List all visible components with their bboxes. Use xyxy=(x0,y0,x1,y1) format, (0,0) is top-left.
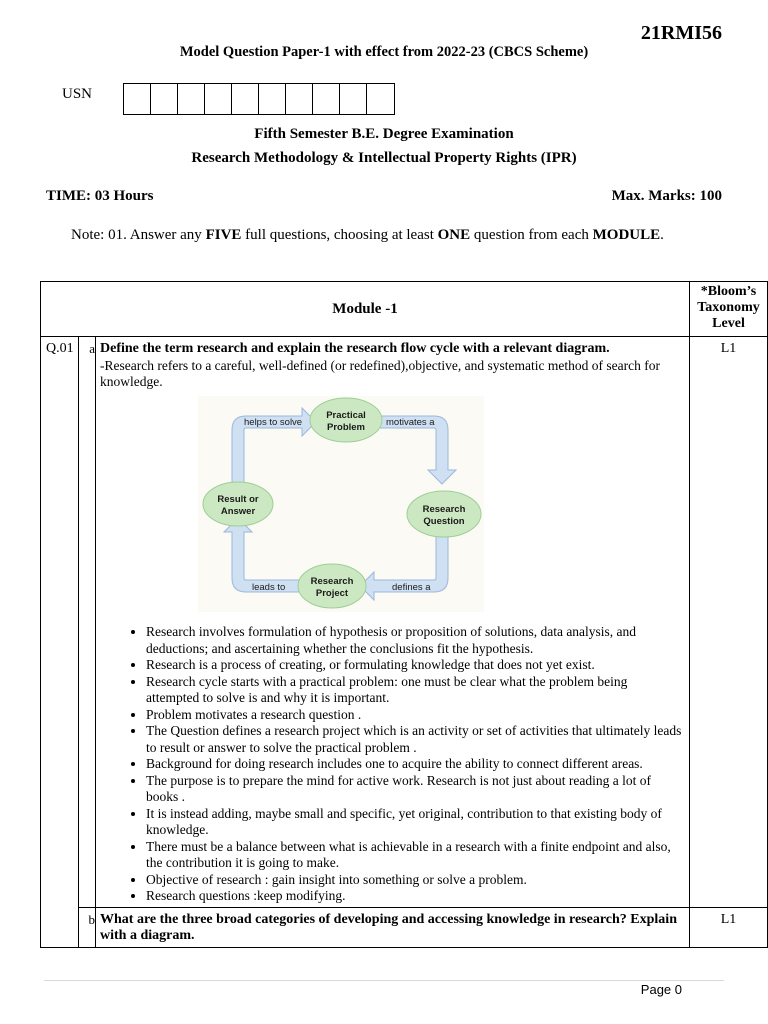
usn-digit-box xyxy=(340,84,367,114)
usn-digit-box xyxy=(259,84,286,114)
arrow-leads-to xyxy=(224,518,306,592)
note-mid2: question from each xyxy=(470,227,593,243)
bloom-header-line: *Bloom’s xyxy=(700,284,757,299)
list-item: • Problem motivates a research question . xyxy=(146,707,683,724)
bloom-header-line: Taxonomy xyxy=(697,300,760,315)
usn-digit-box xyxy=(151,84,178,114)
list-item: • The purpose is to prepare the mind for active work. Research is not just about reading a lot of books . xyxy=(146,773,683,806)
list-item: • Background for doing research includes one to acquire the ability to connect different areas. xyxy=(146,756,683,773)
node-label: Question xyxy=(423,515,465,527)
instructions-note xyxy=(71,227,664,244)
node-label: Research xyxy=(422,503,466,515)
part-b-question: What are the three broad categories of developing and accessing knowledge in research? Explain with a diagram. xyxy=(100,911,677,943)
part-b-label: b xyxy=(79,907,96,947)
part-a-body xyxy=(96,337,690,908)
note-five: FIVE xyxy=(205,227,242,243)
research-cycle-diagram xyxy=(198,396,484,612)
usn-digit-box xyxy=(124,84,151,114)
list-item: • The Question defines a research project which is an activity or set of activities that ultimately leads to result or answer to solve the practical problem . xyxy=(146,723,683,756)
module-title: Module -1 xyxy=(41,282,690,337)
part-a-level: L1 xyxy=(690,337,768,908)
subject-title: Research Methodology & Intellectual Property Rights (IPR) xyxy=(191,150,577,166)
usn-digit-box xyxy=(313,84,340,114)
edge-label-motivates: motivates a xyxy=(386,416,435,428)
part-a-label: a xyxy=(79,337,96,908)
list-item: • Research is a process of creating, or formulating knowledge that does not yet exist. xyxy=(146,657,683,674)
note-one: ONE xyxy=(437,227,471,243)
usn-digit-box xyxy=(205,84,232,114)
part-b-level: L1 xyxy=(690,907,768,947)
usn-digit-box xyxy=(232,84,259,114)
subject-code: 21RMI56 xyxy=(640,22,722,44)
exam-time: TIME: 03 Hours xyxy=(46,188,154,204)
bloom-header xyxy=(690,282,768,337)
node-label: Problem xyxy=(326,421,366,433)
part-a-intro: -Research refers to a careful, well-defined (or redefined),objective, and systematic method of search for knowledge. xyxy=(100,357,660,389)
exam-title: Fifth Semester B.E. Degree Examination xyxy=(254,126,514,142)
edge-label-leads-to: leads to xyxy=(252,581,286,593)
node-label: Practical xyxy=(326,409,366,421)
page-number: Page 0 xyxy=(640,982,682,997)
list-item: • It is instead adding, maybe small and specific, yet original, contribution to that existing body of knowledge. xyxy=(146,806,683,839)
list-item: • Objective of research : gain insight into something or solve a problem. xyxy=(146,872,683,889)
node-label: Project xyxy=(315,587,349,599)
bloom-header-line: Level xyxy=(712,316,745,331)
note-prefix: Note: 01. Answer any xyxy=(71,227,206,243)
node-label: Research xyxy=(310,575,354,587)
usn-digit-box xyxy=(286,84,313,114)
list-item: • Research involves formulation of hypothesis or proposition of solutions, data analysis, and deductions; and ascertaining whether the conclusions fit the hypothesis. xyxy=(146,624,683,657)
list-item: • Research questions :keep modifying. xyxy=(146,888,683,905)
note-module: MODULE xyxy=(592,227,661,243)
node-label: Answer xyxy=(220,505,256,517)
usn-digit-box xyxy=(367,84,394,114)
note-mid: full questions, choosing at least xyxy=(241,227,438,243)
usn-digit-box xyxy=(178,84,205,114)
node-label: Result or xyxy=(217,493,259,505)
footer-divider xyxy=(44,980,724,981)
part-a-question: Define the term research and explain the research flow cycle with a relevant diagram. xyxy=(100,341,610,356)
part-b-body xyxy=(96,907,690,947)
note-end: . xyxy=(660,227,664,243)
question-number: Q.01 xyxy=(41,337,79,948)
paper-title: Model Question Paper-1 with effect from 2022-23 (CBCS Scheme) xyxy=(179,44,589,60)
list-item: • Research cycle starts with a practical problem: one must be clear what the problem being attempted to solve is and why it is important. xyxy=(146,674,683,707)
question-table xyxy=(40,281,768,948)
edge-label-helps-to-solve: helps to solve xyxy=(244,416,303,428)
list-item: • There must be a balance between what is achievable in a research with a finite endpoint and also, the contribution it is going to make. xyxy=(146,839,683,872)
edge-label-defines: defines a xyxy=(392,581,431,593)
usn-label: USN xyxy=(62,86,93,102)
usn-boxes xyxy=(123,83,395,115)
max-marks: Max. Marks: 100 xyxy=(611,188,722,204)
answer-points xyxy=(100,624,683,905)
